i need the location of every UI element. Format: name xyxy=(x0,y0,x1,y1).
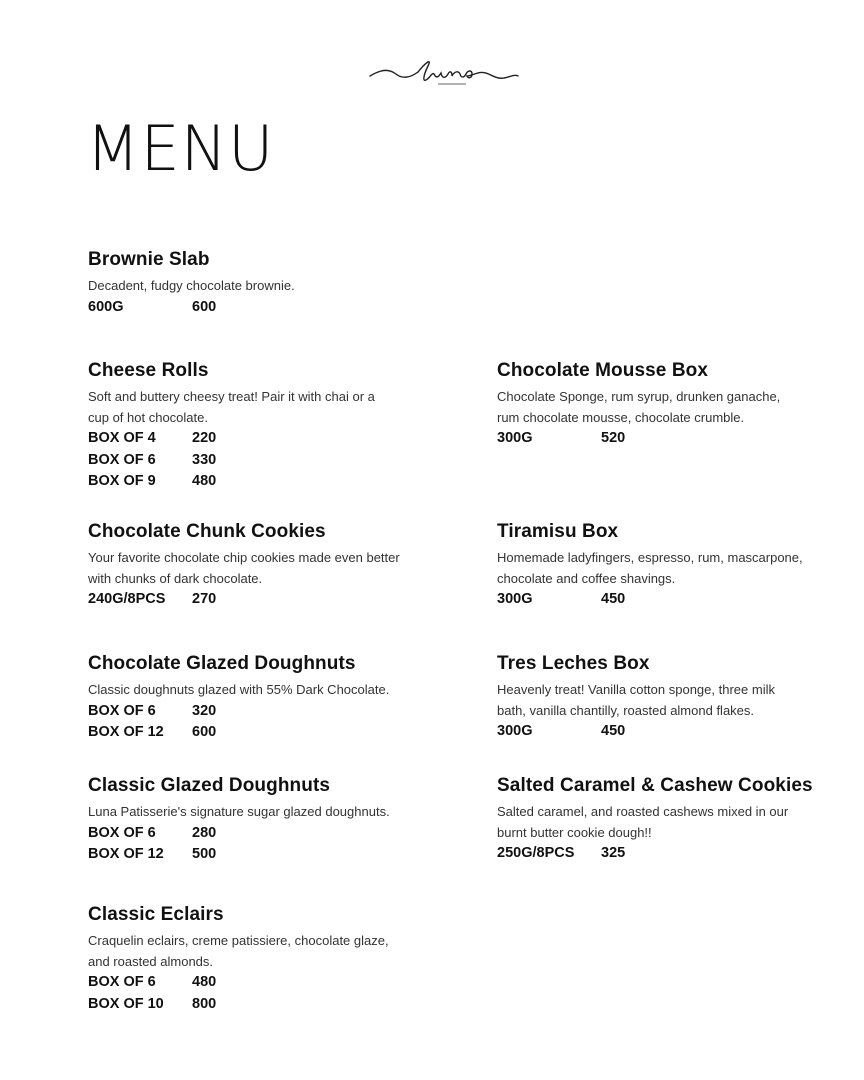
item-description: chocolate and coffee shavings. xyxy=(497,570,676,586)
item-description: and roasted almonds. xyxy=(88,953,214,969)
price-value: 500 xyxy=(192,846,217,862)
item-name: Chocolate Chunk Cookies xyxy=(88,521,326,542)
price-quantity: BOX OF 6 xyxy=(88,974,156,990)
price-row xyxy=(88,589,448,611)
price-quantity: BOX OF 6 xyxy=(88,702,156,719)
item-name: Tiramisu Box xyxy=(497,521,619,542)
price-value: 800 xyxy=(192,995,217,1012)
item-description: Soft and buttery cheesy treat! Pair it with chai or a xyxy=(88,389,375,404)
item-description: cup of hot chocolate. xyxy=(88,409,208,425)
price-value: 270 xyxy=(192,591,217,607)
item-name: Chocolate Glazed Doughnuts xyxy=(88,653,356,674)
price-value: 520 xyxy=(601,430,626,446)
price-quantity: 250G/8PCS xyxy=(497,845,575,861)
menu-item xyxy=(497,520,857,611)
item-description: Craquelin eclairs, creme patissiere, chocolate glaze, xyxy=(88,933,389,948)
item-description: Chocolate Sponge, rum syrup, drunken ganache, xyxy=(497,389,781,404)
price-value: 600 xyxy=(192,298,217,315)
price-row xyxy=(88,471,448,493)
price-value: 220 xyxy=(192,430,217,446)
item-name: Classic Glazed Doughnuts xyxy=(88,775,331,796)
price-quantity: BOX OF 4 xyxy=(88,430,156,446)
price-quantity: 240G/8PCS xyxy=(88,591,166,607)
price-row xyxy=(88,701,448,723)
menu-item xyxy=(497,359,857,450)
item-name: Classic Eclairs xyxy=(88,904,224,925)
item-name: Brownie Slab xyxy=(88,249,210,270)
price-value: 450 xyxy=(601,723,626,739)
luna-logo xyxy=(366,54,522,94)
price-quantity: 600G xyxy=(88,298,124,315)
price-quantity: 300G xyxy=(497,723,533,739)
item-description: Heavenly treat! Vanilla cotton sponge, three milk xyxy=(497,682,775,697)
item-description: Your favorite chocolate chip cookies made even better xyxy=(88,550,400,565)
item-name: Tres Leches Box xyxy=(497,653,650,674)
menu-item xyxy=(88,774,448,866)
price-row xyxy=(497,428,857,450)
menu-item xyxy=(88,903,448,1015)
item-description: Salted caramel, and roasted cashews mixed in our xyxy=(497,804,789,819)
item-description: Homemade ladyfingers, espresso, rum, mascarpone, xyxy=(497,550,803,565)
price-quantity: BOX OF 6 xyxy=(88,824,156,841)
menu-title: MENU xyxy=(86,112,275,185)
price-row xyxy=(497,589,857,611)
price-value: 330 xyxy=(192,451,217,468)
price-quantity: BOX OF 10 xyxy=(88,995,164,1012)
item-description: Decadent, fudgy chocolate brownie. xyxy=(88,278,295,293)
item-name: Chocolate Mousse Box xyxy=(497,360,709,381)
item-name: Salted Caramel & Cashew Cookies xyxy=(497,775,813,796)
price-value: 325 xyxy=(601,845,626,861)
price-quantity: BOX OF 12 xyxy=(88,846,164,862)
item-description: bath, vanilla chantilly, roasted almond flakes. xyxy=(497,702,755,718)
price-quantity: BOX OF 12 xyxy=(88,724,164,740)
price-row xyxy=(88,722,448,744)
price-value: 280 xyxy=(192,824,217,841)
price-quantity: BOX OF 6 xyxy=(88,451,156,468)
price-row xyxy=(88,450,448,472)
item-description: Classic doughnuts glazed with 55% Dark Chocolate. xyxy=(88,682,390,697)
item-description: burnt butter cookie dough!! xyxy=(497,824,652,840)
item-name: Cheese Rolls xyxy=(88,360,209,381)
price-row xyxy=(88,972,448,994)
price-quantity: BOX OF 9 xyxy=(88,473,156,489)
menu-item xyxy=(88,652,448,744)
price-row xyxy=(88,297,448,319)
item-description: Luna Patisserie's signature sugar glazed doughnuts. xyxy=(88,804,390,819)
price-value: 600 xyxy=(192,724,217,740)
price-value: 480 xyxy=(192,473,217,489)
price-row xyxy=(88,428,448,450)
price-row xyxy=(88,823,448,845)
price-value: 450 xyxy=(601,591,626,607)
price-value: 320 xyxy=(192,702,217,719)
menu-item xyxy=(88,359,448,493)
price-quantity: 300G xyxy=(497,591,533,607)
menu-item xyxy=(497,774,857,865)
menu-item xyxy=(88,248,448,318)
price-row xyxy=(497,721,857,743)
item-description: with chunks of dark chocolate. xyxy=(88,570,263,586)
price-row xyxy=(497,843,857,865)
item-description: rum chocolate mousse, chocolate crumble. xyxy=(497,409,745,425)
price-quantity: 300G xyxy=(497,430,533,446)
price-row xyxy=(88,994,448,1016)
price-row xyxy=(88,844,448,866)
menu-item xyxy=(497,652,857,743)
menu-item xyxy=(88,520,448,611)
price-value: 480 xyxy=(192,974,217,990)
